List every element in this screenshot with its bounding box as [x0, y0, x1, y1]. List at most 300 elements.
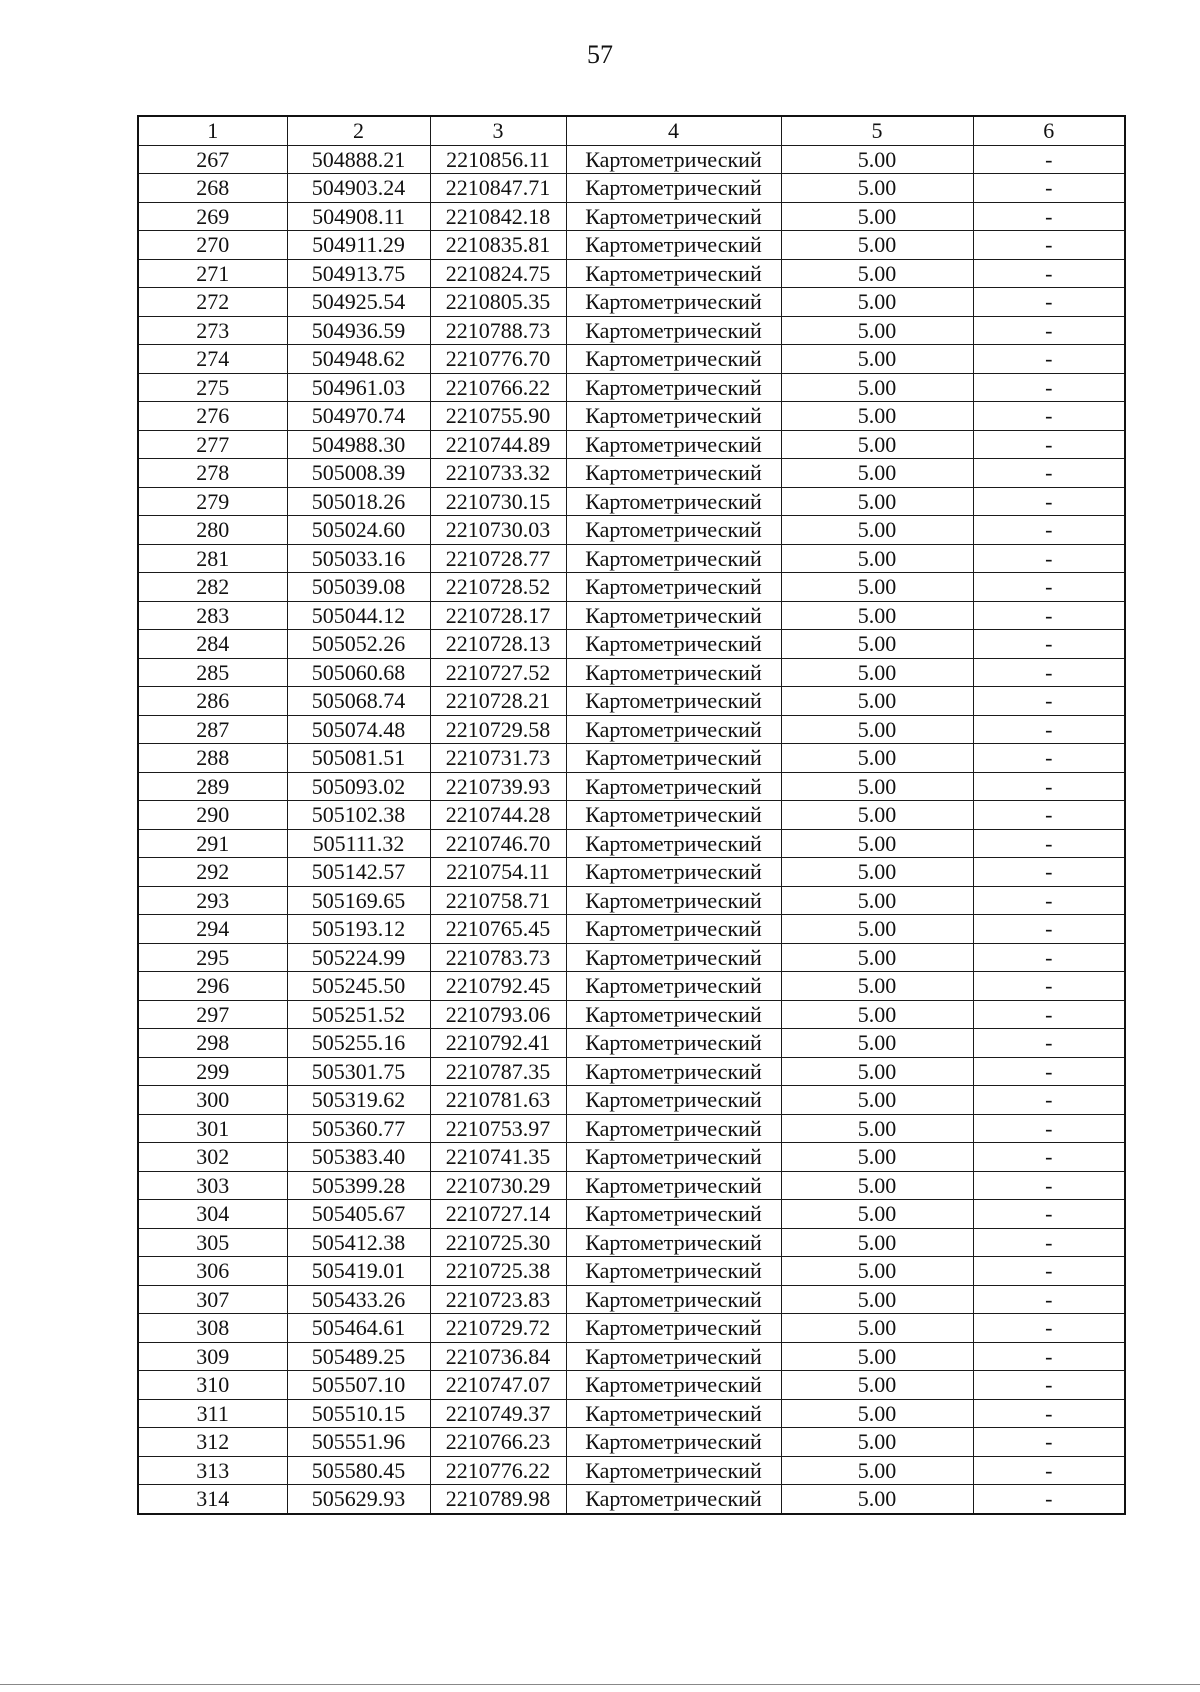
note-cell: -	[973, 202, 1125, 231]
point-number-cell: 313	[138, 1456, 287, 1485]
note-cell: -	[973, 231, 1125, 260]
y-coordinate-cell: 2210728.52	[430, 573, 566, 602]
table-row	[138, 202, 1125, 231]
accuracy-cell: 5.00	[781, 1228, 973, 1257]
method-cell: Картометрический	[566, 1428, 781, 1457]
accuracy-cell: 5.00	[781, 1399, 973, 1428]
y-coordinate-cell: 2210746.70	[430, 829, 566, 858]
point-number-cell: 294	[138, 915, 287, 944]
y-coordinate-cell: 2210758.71	[430, 886, 566, 915]
accuracy-cell: 5.00	[781, 487, 973, 516]
table-row	[138, 1029, 1125, 1058]
table-row	[138, 886, 1125, 915]
method-cell: Картометрический	[566, 801, 781, 830]
accuracy-cell: 5.00	[781, 288, 973, 317]
x-coordinate-cell: 505081.51	[287, 744, 430, 773]
note-cell: -	[973, 630, 1125, 659]
note-cell: -	[973, 1200, 1125, 1229]
method-cell: Картометрический	[566, 1456, 781, 1485]
y-coordinate-cell: 2210727.14	[430, 1200, 566, 1229]
method-cell: Картометрический	[566, 145, 781, 174]
table-row	[138, 829, 1125, 858]
x-coordinate-cell: 504888.21	[287, 145, 430, 174]
table-row	[138, 1143, 1125, 1172]
point-number-cell: 267	[138, 145, 287, 174]
accuracy-cell: 5.00	[781, 886, 973, 915]
method-cell: Картометрический	[566, 1114, 781, 1143]
table-row	[138, 630, 1125, 659]
point-number-cell: 268	[138, 174, 287, 203]
note-cell: -	[973, 459, 1125, 488]
y-coordinate-cell: 2210744.89	[430, 430, 566, 459]
method-cell: Картометрический	[566, 829, 781, 858]
method-cell: Картометрический	[566, 573, 781, 602]
method-cell: Картометрический	[566, 1257, 781, 1286]
x-coordinate-cell: 505489.25	[287, 1342, 430, 1371]
y-coordinate-cell: 2210792.45	[430, 972, 566, 1001]
note-cell: -	[973, 1257, 1125, 1286]
note-cell: -	[973, 1314, 1125, 1343]
method-cell: Картометрический	[566, 516, 781, 545]
point-number-cell: 307	[138, 1285, 287, 1314]
point-number-cell: 305	[138, 1228, 287, 1257]
table-row	[138, 1257, 1125, 1286]
accuracy-cell: 5.00	[781, 1485, 973, 1514]
point-number-cell: 286	[138, 687, 287, 716]
point-number-cell: 276	[138, 402, 287, 431]
y-coordinate-cell: 2210728.21	[430, 687, 566, 716]
accuracy-cell: 5.00	[781, 516, 973, 545]
x-coordinate-cell: 505102.38	[287, 801, 430, 830]
accuracy-cell: 5.00	[781, 829, 973, 858]
method-cell: Картометрический	[566, 687, 781, 716]
table-row	[138, 601, 1125, 630]
note-cell: -	[973, 829, 1125, 858]
x-coordinate-cell: 505319.62	[287, 1086, 430, 1115]
note-cell: -	[973, 658, 1125, 687]
table-row	[138, 915, 1125, 944]
x-coordinate-cell: 504911.29	[287, 231, 430, 260]
y-coordinate-cell: 2210729.72	[430, 1314, 566, 1343]
method-cell: Картометрический	[566, 1399, 781, 1428]
y-coordinate-cell: 2210733.32	[430, 459, 566, 488]
table-row	[138, 1086, 1125, 1115]
method-cell: Картометрический	[566, 1057, 781, 1086]
point-number-cell: 309	[138, 1342, 287, 1371]
accuracy-cell: 5.00	[781, 145, 973, 174]
point-number-cell: 312	[138, 1428, 287, 1457]
note-cell: -	[973, 316, 1125, 345]
method-cell: Картометрический	[566, 259, 781, 288]
accuracy-cell: 5.00	[781, 1057, 973, 1086]
y-coordinate-cell: 2210739.93	[430, 772, 566, 801]
point-number-cell: 288	[138, 744, 287, 773]
accuracy-cell: 5.00	[781, 1371, 973, 1400]
y-coordinate-cell: 2210824.75	[430, 259, 566, 288]
x-coordinate-cell: 505060.68	[287, 658, 430, 687]
table-row	[138, 744, 1125, 773]
point-number-cell: 293	[138, 886, 287, 915]
point-number-cell: 306	[138, 1257, 287, 1286]
x-coordinate-cell: 504948.62	[287, 345, 430, 374]
x-coordinate-cell: 505510.15	[287, 1399, 430, 1428]
method-cell: Картометрический	[566, 1371, 781, 1400]
note-cell: -	[973, 516, 1125, 545]
point-number-cell: 272	[138, 288, 287, 317]
table-row	[138, 373, 1125, 402]
method-cell: Картометрический	[566, 1086, 781, 1115]
method-cell: Картометрический	[566, 943, 781, 972]
table-row	[138, 288, 1125, 317]
note-cell: -	[973, 1428, 1125, 1457]
x-coordinate-cell: 505629.93	[287, 1485, 430, 1514]
y-coordinate-cell: 2210787.35	[430, 1057, 566, 1086]
x-coordinate-cell: 505033.16	[287, 544, 430, 573]
point-number-cell: 284	[138, 630, 287, 659]
table-row	[138, 459, 1125, 488]
method-cell: Картометрический	[566, 316, 781, 345]
y-coordinate-cell: 2210755.90	[430, 402, 566, 431]
method-cell: Картометрический	[566, 630, 781, 659]
accuracy-cell: 5.00	[781, 658, 973, 687]
note-cell: -	[973, 1000, 1125, 1029]
x-coordinate-cell: 504903.24	[287, 174, 430, 203]
accuracy-cell: 5.00	[781, 943, 973, 972]
accuracy-cell: 5.00	[781, 1086, 973, 1115]
x-coordinate-cell: 505399.28	[287, 1171, 430, 1200]
accuracy-cell: 5.00	[781, 772, 973, 801]
x-coordinate-cell: 505093.02	[287, 772, 430, 801]
method-cell: Картометрический	[566, 459, 781, 488]
x-coordinate-cell: 505383.40	[287, 1143, 430, 1172]
table-row	[138, 858, 1125, 887]
note-cell: -	[973, 972, 1125, 1001]
note-cell: -	[973, 1057, 1125, 1086]
note-cell: -	[973, 1371, 1125, 1400]
y-coordinate-cell: 2210792.41	[430, 1029, 566, 1058]
accuracy-cell: 5.00	[781, 1171, 973, 1200]
y-coordinate-cell: 2210805.35	[430, 288, 566, 317]
point-number-cell: 310	[138, 1371, 287, 1400]
x-coordinate-cell: 504925.54	[287, 288, 430, 317]
x-coordinate-cell: 504970.74	[287, 402, 430, 431]
accuracy-cell: 5.00	[781, 1000, 973, 1029]
method-cell: Картометрический	[566, 1314, 781, 1343]
point-number-cell: 283	[138, 601, 287, 630]
method-cell: Картометрический	[566, 1029, 781, 1058]
method-cell: Картометрический	[566, 1000, 781, 1029]
table-row	[138, 544, 1125, 573]
x-coordinate-cell: 505142.57	[287, 858, 430, 887]
x-coordinate-cell: 505008.39	[287, 459, 430, 488]
point-number-cell: 295	[138, 943, 287, 972]
x-coordinate-cell: 505245.50	[287, 972, 430, 1001]
y-coordinate-cell: 2210753.97	[430, 1114, 566, 1143]
y-coordinate-cell: 2210856.11	[430, 145, 566, 174]
method-cell: Картометрический	[566, 972, 781, 1001]
y-coordinate-cell: 2210744.28	[430, 801, 566, 830]
x-coordinate-cell: 505224.99	[287, 943, 430, 972]
method-cell: Картометрический	[566, 1285, 781, 1314]
column-header: 6	[973, 116, 1125, 145]
y-coordinate-cell: 2210847.71	[430, 174, 566, 203]
accuracy-cell: 5.00	[781, 174, 973, 203]
note-cell: -	[973, 886, 1125, 915]
table-row	[138, 1428, 1125, 1457]
accuracy-cell: 5.00	[781, 202, 973, 231]
note-cell: -	[973, 259, 1125, 288]
table-row	[138, 573, 1125, 602]
x-coordinate-cell: 505039.08	[287, 573, 430, 602]
method-cell: Картометрический	[566, 1228, 781, 1257]
x-coordinate-cell: 505052.26	[287, 630, 430, 659]
note-cell: -	[973, 858, 1125, 887]
method-cell: Картометрический	[566, 1342, 781, 1371]
accuracy-cell: 5.00	[781, 1285, 973, 1314]
method-cell: Картометрический	[566, 1485, 781, 1514]
point-number-cell: 314	[138, 1485, 287, 1514]
note-cell: -	[973, 430, 1125, 459]
method-cell: Картометрический	[566, 915, 781, 944]
y-coordinate-cell: 2210728.77	[430, 544, 566, 573]
table-row	[138, 658, 1125, 687]
table-row	[138, 1314, 1125, 1343]
point-number-cell: 303	[138, 1171, 287, 1200]
accuracy-cell: 5.00	[781, 1114, 973, 1143]
note-cell: -	[973, 145, 1125, 174]
y-coordinate-cell: 2210776.22	[430, 1456, 566, 1485]
column-header: 4	[566, 116, 781, 145]
table-row	[138, 772, 1125, 801]
note-cell: -	[973, 1029, 1125, 1058]
y-coordinate-cell: 2210754.11	[430, 858, 566, 887]
note-cell: -	[973, 1228, 1125, 1257]
y-coordinate-cell: 2210766.22	[430, 373, 566, 402]
accuracy-cell: 5.00	[781, 402, 973, 431]
y-coordinate-cell: 2210749.37	[430, 1399, 566, 1428]
y-coordinate-cell: 2210776.70	[430, 345, 566, 374]
x-coordinate-cell: 505074.48	[287, 715, 430, 744]
method-cell: Картометрический	[566, 202, 781, 231]
point-number-cell: 297	[138, 1000, 287, 1029]
point-number-cell: 296	[138, 972, 287, 1001]
point-number-cell: 289	[138, 772, 287, 801]
accuracy-cell: 5.00	[781, 858, 973, 887]
accuracy-cell: 5.00	[781, 1342, 973, 1371]
x-coordinate-cell: 505255.16	[287, 1029, 430, 1058]
y-coordinate-cell: 2210781.63	[430, 1086, 566, 1115]
point-number-cell: 302	[138, 1143, 287, 1172]
y-coordinate-cell: 2210766.23	[430, 1428, 566, 1457]
note-cell: -	[973, 573, 1125, 602]
y-coordinate-cell: 2210730.03	[430, 516, 566, 545]
note-cell: -	[973, 1114, 1125, 1143]
point-number-cell: 271	[138, 259, 287, 288]
point-number-cell: 279	[138, 487, 287, 516]
note-cell: -	[973, 943, 1125, 972]
accuracy-cell: 5.00	[781, 345, 973, 374]
accuracy-cell: 5.00	[781, 573, 973, 602]
point-number-cell: 299	[138, 1057, 287, 1086]
accuracy-cell: 5.00	[781, 1456, 973, 1485]
y-coordinate-cell: 2210730.15	[430, 487, 566, 516]
table-row	[138, 715, 1125, 744]
accuracy-cell: 5.00	[781, 316, 973, 345]
note-cell: -	[973, 1171, 1125, 1200]
accuracy-cell: 5.00	[781, 915, 973, 944]
point-number-cell: 281	[138, 544, 287, 573]
method-cell: Картометрический	[566, 231, 781, 260]
accuracy-cell: 5.00	[781, 259, 973, 288]
point-number-cell: 298	[138, 1029, 287, 1058]
table-row	[138, 1485, 1125, 1514]
accuracy-cell: 5.00	[781, 630, 973, 659]
y-coordinate-cell: 2210730.29	[430, 1171, 566, 1200]
table-body	[138, 145, 1125, 1514]
page-number: 57	[587, 40, 613, 69]
y-coordinate-cell: 2210729.58	[430, 715, 566, 744]
note-cell: -	[973, 345, 1125, 374]
accuracy-cell: 5.00	[781, 459, 973, 488]
y-coordinate-cell: 2210789.98	[430, 1485, 566, 1514]
y-coordinate-cell: 2210736.84	[430, 1342, 566, 1371]
point-number-cell: 269	[138, 202, 287, 231]
note-cell: -	[973, 1086, 1125, 1115]
point-number-cell: 292	[138, 858, 287, 887]
x-coordinate-cell: 505412.38	[287, 1228, 430, 1257]
x-coordinate-cell: 505044.12	[287, 601, 430, 630]
point-number-cell: 290	[138, 801, 287, 830]
note-cell: -	[973, 687, 1125, 716]
y-coordinate-cell: 2210842.18	[430, 202, 566, 231]
point-number-cell: 287	[138, 715, 287, 744]
point-number-cell: 308	[138, 1314, 287, 1343]
point-number-cell: 311	[138, 1399, 287, 1428]
x-coordinate-cell: 505580.45	[287, 1456, 430, 1485]
x-coordinate-cell: 505068.74	[287, 687, 430, 716]
accuracy-cell: 5.00	[781, 715, 973, 744]
note-cell: -	[973, 601, 1125, 630]
x-coordinate-cell: 505111.32	[287, 829, 430, 858]
note-cell: -	[973, 1485, 1125, 1514]
note-cell: -	[973, 801, 1125, 830]
note-cell: -	[973, 744, 1125, 773]
table-row	[138, 402, 1125, 431]
accuracy-cell: 5.00	[781, 1314, 973, 1343]
point-number-cell: 275	[138, 373, 287, 402]
x-coordinate-cell: 505360.77	[287, 1114, 430, 1143]
accuracy-cell: 5.00	[781, 687, 973, 716]
note-cell: -	[973, 487, 1125, 516]
accuracy-cell: 5.00	[781, 1029, 973, 1058]
method-cell: Картометрический	[566, 772, 781, 801]
table-row	[138, 1285, 1125, 1314]
bottom-rule	[0, 1684, 1200, 1685]
y-coordinate-cell: 2210731.73	[430, 744, 566, 773]
y-coordinate-cell: 2210747.07	[430, 1371, 566, 1400]
y-coordinate-cell: 2210788.73	[430, 316, 566, 345]
accuracy-cell: 5.00	[781, 801, 973, 830]
x-coordinate-cell: 504913.75	[287, 259, 430, 288]
table-row	[138, 687, 1125, 716]
accuracy-cell: 5.00	[781, 972, 973, 1001]
x-coordinate-cell: 504988.30	[287, 430, 430, 459]
accuracy-cell: 5.00	[781, 744, 973, 773]
note-cell: -	[973, 288, 1125, 317]
table-row	[138, 516, 1125, 545]
method-cell: Картометрический	[566, 1200, 781, 1229]
table-row	[138, 430, 1125, 459]
table-row	[138, 1342, 1125, 1371]
method-cell: Картометрический	[566, 544, 781, 573]
table-row	[138, 316, 1125, 345]
x-coordinate-cell: 505251.52	[287, 1000, 430, 1029]
column-header: 2	[287, 116, 430, 145]
method-cell: Картометрический	[566, 288, 781, 317]
note-cell: -	[973, 402, 1125, 431]
column-header: 5	[781, 116, 973, 145]
accuracy-cell: 5.00	[781, 1200, 973, 1229]
y-coordinate-cell: 2210728.17	[430, 601, 566, 630]
accuracy-cell: 5.00	[781, 544, 973, 573]
point-number-cell: 277	[138, 430, 287, 459]
column-header: 1	[138, 116, 287, 145]
point-number-cell: 304	[138, 1200, 287, 1229]
accuracy-cell: 5.00	[781, 231, 973, 260]
point-number-cell: 301	[138, 1114, 287, 1143]
coordinates-table	[137, 115, 1126, 1515]
x-coordinate-cell: 505193.12	[287, 915, 430, 944]
table-row	[138, 1114, 1125, 1143]
method-cell: Картометрический	[566, 487, 781, 516]
y-coordinate-cell: 2210723.83	[430, 1285, 566, 1314]
method-cell: Картометрический	[566, 601, 781, 630]
note-cell: -	[973, 1456, 1125, 1485]
method-cell: Картометрический	[566, 1143, 781, 1172]
method-cell: Картометрический	[566, 1171, 781, 1200]
accuracy-cell: 5.00	[781, 1428, 973, 1457]
x-coordinate-cell: 505024.60	[287, 516, 430, 545]
point-number-cell: 274	[138, 345, 287, 374]
y-coordinate-cell: 2210793.06	[430, 1000, 566, 1029]
y-coordinate-cell: 2210783.73	[430, 943, 566, 972]
y-coordinate-cell: 2210725.38	[430, 1257, 566, 1286]
x-coordinate-cell: 505507.10	[287, 1371, 430, 1400]
accuracy-cell: 5.00	[781, 1143, 973, 1172]
note-cell: -	[973, 1399, 1125, 1428]
note-cell: -	[973, 1342, 1125, 1371]
accuracy-cell: 5.00	[781, 430, 973, 459]
x-coordinate-cell: 505551.96	[287, 1428, 430, 1457]
table-row	[138, 1171, 1125, 1200]
y-coordinate-cell: 2210728.13	[430, 630, 566, 659]
method-cell: Картометрический	[566, 402, 781, 431]
accuracy-cell: 5.00	[781, 373, 973, 402]
x-coordinate-cell: 505433.26	[287, 1285, 430, 1314]
method-cell: Картометрический	[566, 373, 781, 402]
x-coordinate-cell: 504908.11	[287, 202, 430, 231]
column-header: 3	[430, 116, 566, 145]
table-row	[138, 801, 1125, 830]
y-coordinate-cell: 2210835.81	[430, 231, 566, 260]
point-number-cell: 300	[138, 1086, 287, 1115]
y-coordinate-cell: 2210727.52	[430, 658, 566, 687]
x-coordinate-cell: 505464.61	[287, 1314, 430, 1343]
accuracy-cell: 5.00	[781, 601, 973, 630]
note-cell: -	[973, 715, 1125, 744]
note-cell: -	[973, 544, 1125, 573]
note-cell: -	[973, 373, 1125, 402]
